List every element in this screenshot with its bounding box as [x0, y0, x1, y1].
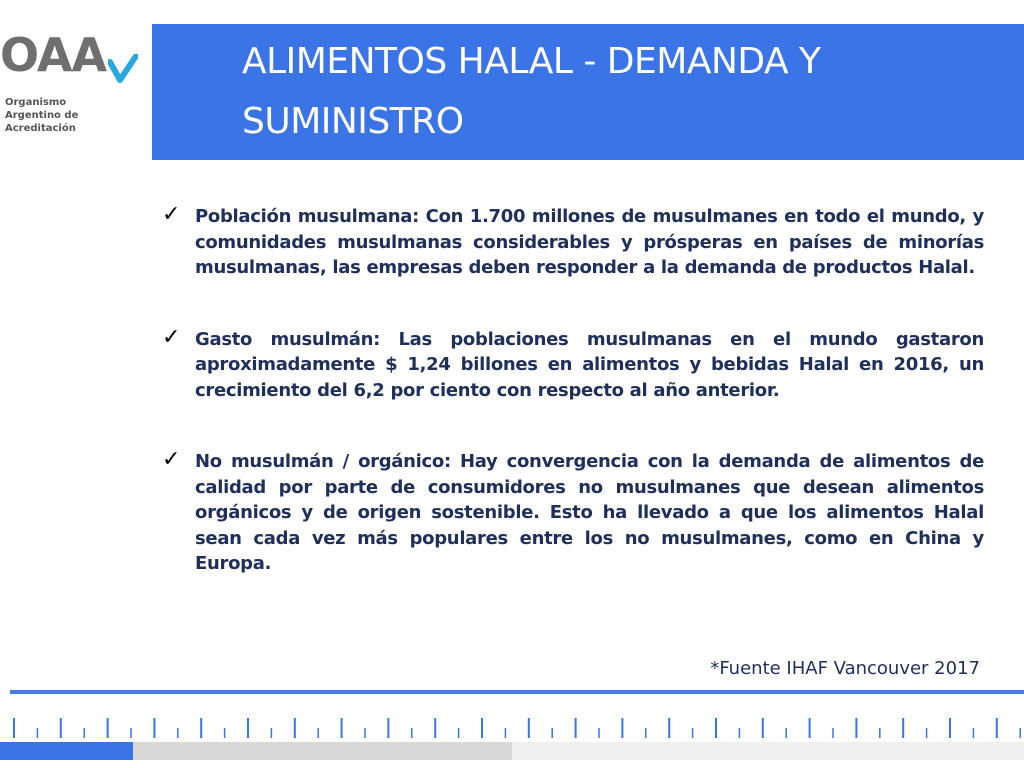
- bullet-text: Gasto musulmán: Las poblaciones musulmanas en el mundo gastaron aproximadamente $ 1,24 billones en alimentos y bebidas Halal en 2016, un crecimiento del 6,2 por ciento con respecto al año anterior.: [195, 328, 984, 401]
- ruler-decoration: [0, 700, 1024, 740]
- progress-fill: [0, 742, 133, 760]
- logo-text: [5, 96, 78, 135]
- slide-title: ALIMENTOS HALAL - DEMANDA Y SUMINISTRO: [242, 41, 821, 142]
- logo-line: Organismo: [5, 97, 67, 108]
- bullet-item: [160, 324, 984, 404]
- bullet-text: Población musulmana: Con 1.700 millones de musulmanes en todo el mundo, y comunidades musulmanas considerables y prósperas en países de minorías musulmanas, las empresas deben responder a la demanda de productos Halal.: [195, 206, 984, 278]
- progress-bar: [0, 742, 1024, 760]
- bullet-item: [160, 449, 984, 577]
- logo-line: Acreditación: [5, 123, 76, 134]
- logo-line: Argentino de: [5, 110, 79, 121]
- logo-mark: OAA: [0, 28, 107, 82]
- check-icon: ✓: [162, 202, 181, 227]
- title-band: [152, 24, 1024, 160]
- footer-divider: [10, 690, 1024, 694]
- bullet-list: [160, 204, 984, 623]
- logo-check-icon: [108, 54, 138, 84]
- bullet-text: No musulmán / orgánico: Hay convergencia con la demanda de alimentos de calidad por parte de consumidores no musulmanes que desean alimentos orgánicos y de origen sostenible. Esto ha llevado a que los alimentos Halal sean cada vez más populares entre los no musulmanes, como en China y Europa.: [195, 451, 984, 574]
- check-icon: ✓: [162, 447, 181, 472]
- bullet-item: [160, 204, 984, 281]
- source-note: *Fuente IHAF Vancouver 2017: [710, 658, 980, 679]
- check-icon: ✓: [162, 324, 181, 350]
- oaa-logo: [0, 24, 150, 144]
